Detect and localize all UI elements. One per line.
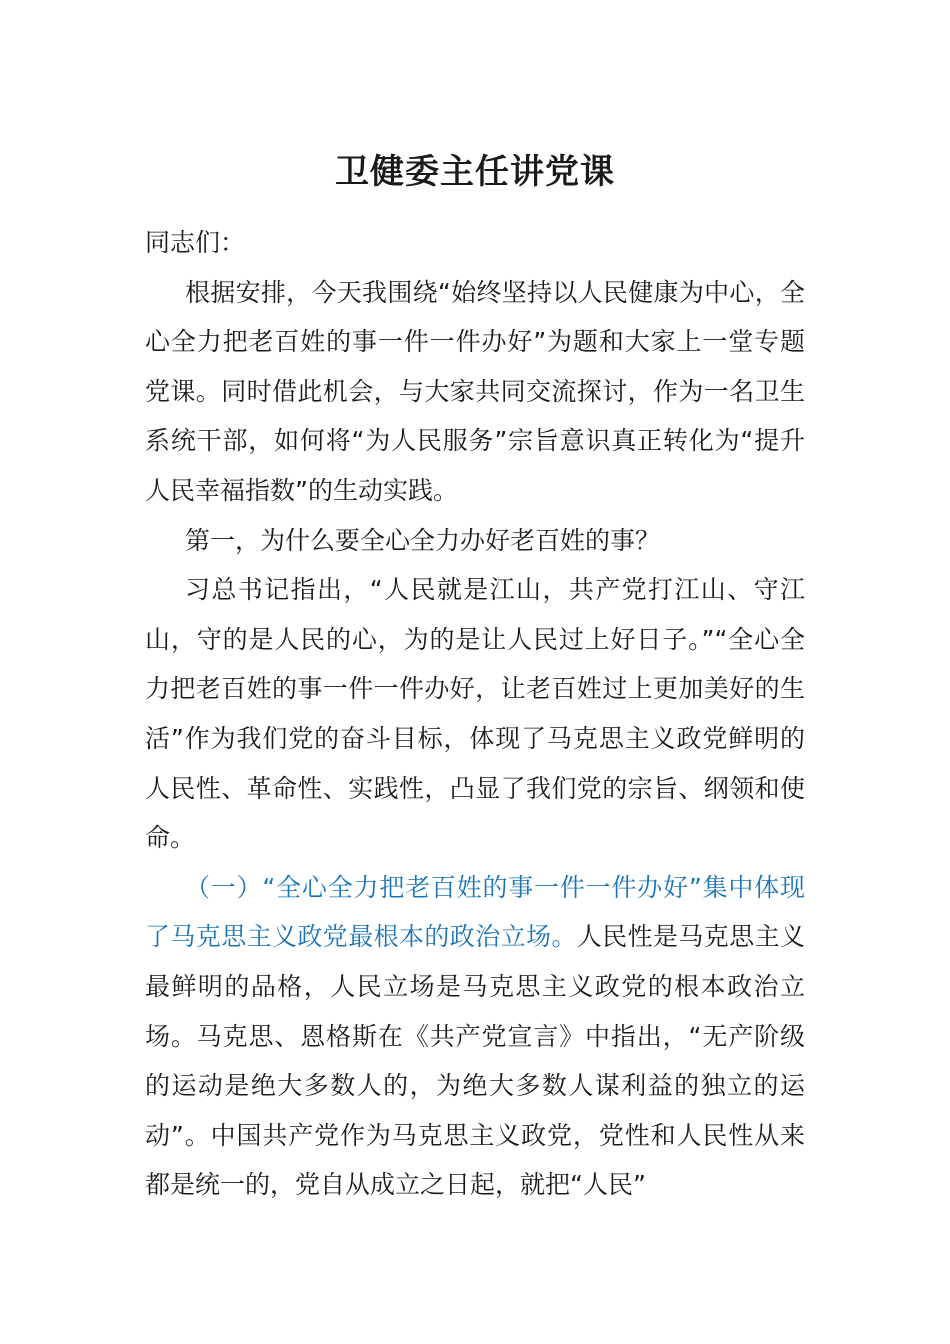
paragraph-intro: 根据安排，今天我围绕“始终坚持以人民健康为中心，全心全力把老百姓的事一件一件办好”为题和大家上一堂专题党课。同时借此机会，与大家共同交流探讨，作为一名卫生系统干部，如何将“为人民服务”宗旨意识真正转化为“提升人民幸福指数”的生动实践。 [145,277,805,505]
paragraph-quote: 习总书记指出，“人民就是江山，共产党打江山、守江山，守的是人民的心，为的是让人民过上好日子。”“全心全力把老百姓的事一件一件办好，让老百姓过上更加美好的生活”作为我们党的奋斗目标，体现了马克思主义政党鲜明的人民性、革命性、实践性，凸显了我们党的宗旨、纲领和使命。 [145,575,805,853]
section-heading-1: 第一，为什么要全心全力办好老百姓的事？ [185,525,661,555]
paragraph-point-1 [145,863,805,1210]
salutation: 同志们： [145,228,246,257]
point-1-text: 人民性是马克思主义最鲜明的品格，人民立场是马克思主义政党的根本政治立场。马克思、恩格斯在《共产党宣言》中指出，“无产阶级的运动是绝大多数人的，为绝大多数人谋利益的独立的运动”。中国共产党作为马克思主义政党，党性和人民性从来都是统一的，党自从成立之日起，就把“人民” [145,922,805,1200]
document-body [145,218,805,1210]
point-1-heading: （一）“全心全力把老百姓的事一件一件办好”集中体现了马克思主义政党最根本的政治立场。 [145,872,805,952]
document-title: 卫健委主任讲党课 [335,152,615,192]
